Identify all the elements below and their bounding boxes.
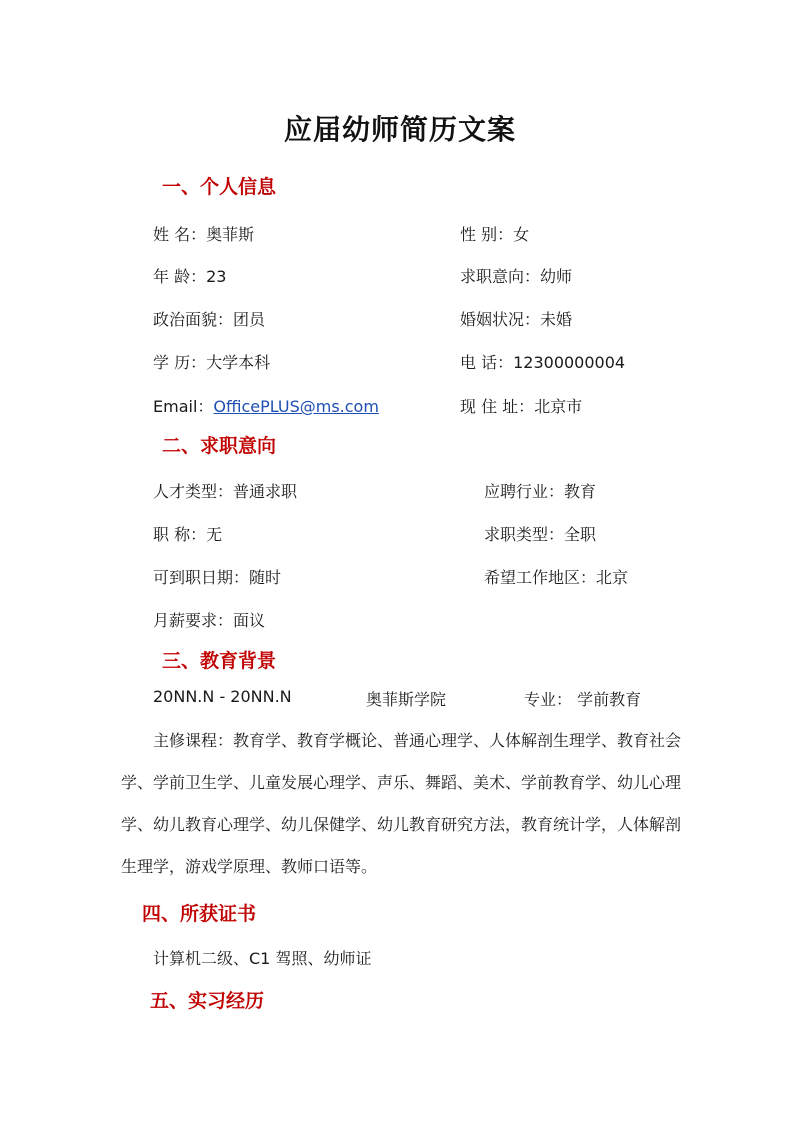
job-type-value: 全职: [564, 525, 597, 544]
field-salary: [153, 608, 265, 631]
talent-type-value: 普通求职: [233, 482, 298, 501]
marital-value: 未婚: [540, 310, 573, 329]
field-available-date: [153, 565, 281, 588]
field-talent-type: [153, 479, 297, 502]
section-heading-certificates: 四、所获证书: [142, 903, 257, 925]
section-heading-internship: 五、实习经历: [150, 990, 265, 1012]
name-label: 姓 名：: [153, 225, 207, 244]
education-value: 大学本科: [206, 353, 271, 372]
email-label: Email：: [153, 397, 214, 416]
field-gender: [460, 222, 529, 245]
phone-value: 12300000004: [513, 353, 626, 372]
age-value: 23: [206, 267, 227, 286]
section-heading-personal: 一、个人信息: [162, 176, 277, 198]
industry-label: 应聘行业：: [484, 482, 565, 501]
field-marital: [460, 307, 572, 330]
education-period: 20NN.N - 20NN.N: [153, 687, 292, 706]
section-heading-education: 三、教育背景: [162, 650, 277, 672]
talent-type-label: 人才类型：: [153, 482, 234, 501]
field-region: [484, 565, 628, 588]
field-name: [153, 222, 254, 245]
intent-value: 幼师: [540, 267, 573, 286]
education-courses: 主修课程：教育学、教育学概论、普通心理学、人体解剖生理学、教育社会学、学前卫生学、儿童发展心理学、声乐、舞蹈、美术、学前教育学、幼儿心理学、幼儿教育心理学、幼儿保健学、幼儿教育研究方法，教育统计学，人体解剖生理学，游戏学原理、教师口语等。: [121, 731, 682, 876]
field-political: [153, 307, 265, 330]
education-label: 学 历：: [153, 353, 207, 372]
document-title: 应届幼师简历文案: [283, 113, 516, 146]
political-value: 团员: [233, 310, 266, 329]
job-title-value: 无: [206, 525, 223, 544]
email-link[interactable]: OfficePLUS@ms.com: [213, 397, 379, 416]
field-intent: [460, 264, 572, 287]
marital-label: 婚姻状况：: [460, 310, 541, 329]
industry-value: 教育: [564, 482, 597, 501]
address-label: 现 住 址：: [460, 397, 535, 416]
salary-value: 面议: [233, 611, 266, 630]
field-email: [153, 394, 379, 417]
salary-label: 月薪要求：: [153, 611, 234, 630]
field-industry: [484, 479, 596, 502]
field-phone: [460, 350, 625, 373]
gender-value: 女: [513, 225, 530, 244]
field-job-type: [484, 522, 596, 545]
name-value: 奥菲斯: [206, 225, 255, 244]
intent-label: 求职意向：: [460, 267, 541, 286]
job-type-label: 求职类型：: [484, 525, 565, 544]
certificates-list: 计算机二级、C1 驾照、幼师证: [153, 949, 372, 968]
field-education-level: [153, 350, 270, 373]
education-school: 奥菲斯学院: [366, 690, 447, 709]
education-major: 专业： 学前教育: [524, 690, 642, 709]
address-value: 北京市: [534, 397, 583, 416]
job-title-label: 职 称：: [153, 525, 207, 544]
region-value: 北京: [596, 568, 629, 587]
section-heading-job-intent: 二、求职意向: [162, 435, 277, 457]
field-address: [460, 394, 582, 417]
field-age: [153, 264, 226, 287]
region-label: 希望工作地区：: [484, 568, 597, 587]
field-job-title: [153, 522, 222, 545]
gender-label: 性 别：: [460, 225, 514, 244]
available-label: 可到职日期：: [153, 568, 250, 587]
phone-label: 电 话：: [460, 353, 514, 372]
available-value: 随时: [249, 568, 282, 587]
age-label: 年 龄：: [153, 267, 207, 286]
political-label: 政治面貌：: [153, 310, 234, 329]
